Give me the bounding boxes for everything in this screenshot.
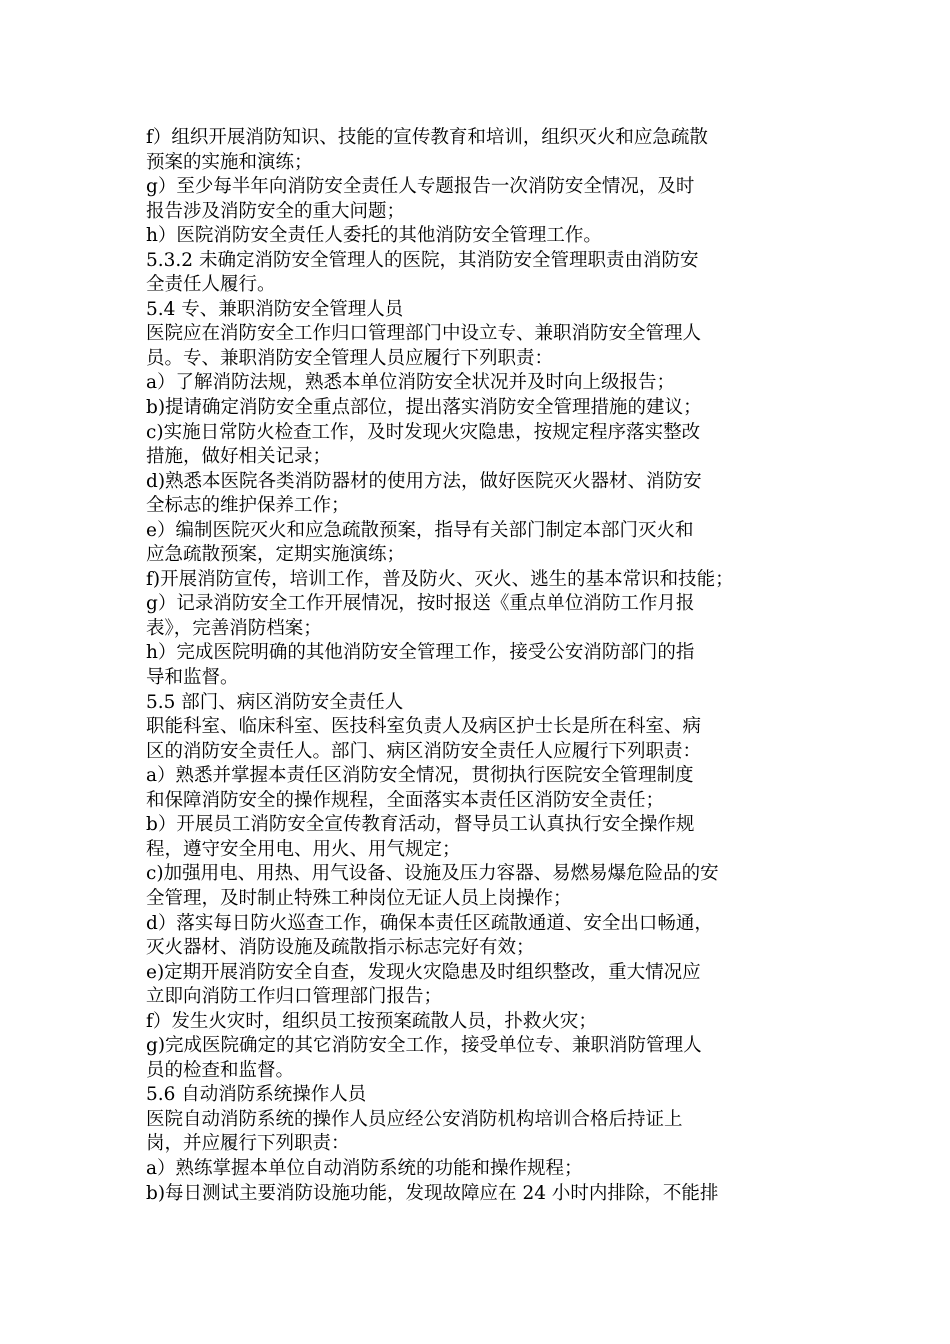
text-line: 灭火器材、消防设施及疏散指示标志完好有效； — [146, 937, 535, 959]
text-line: c)实施日常防火检查工作，及时发现火灾隐患，按规定程序落实整改 — [146, 421, 701, 443]
text-line: d）落实每日防火巡查工作，确保本责任区疏散通道、安全出口畅通， — [146, 912, 713, 934]
text-line: h）完成医院明确的其他消防安全管理工作，接受公安消防部门的指 — [146, 642, 695, 664]
section-heading: 5.5 部门、病区消防安全责任人 — [146, 691, 404, 713]
text-line: 医院自动消防系统的操作人员应经公安消防机构培训合格后持证上 — [146, 1108, 683, 1130]
text-line: 报告涉及消防安全的重大问题； — [146, 200, 406, 222]
text-line: f）发生火灾时，组织员工按预案疏散人员，扑救火灾； — [146, 1010, 597, 1032]
text-line: 表》，完善消防档案； — [146, 617, 322, 639]
text-line: b)提请确定消防安全重点部位，提出落实消防安全管理措施的建议； — [146, 397, 702, 419]
text-line: 立即向消防工作归口管理部门报告； — [146, 986, 443, 1008]
text-line: f)开展消防宣传，培训工作，普及防火、灭火、逃生的基本常识和技能； — [146, 568, 734, 590]
section-heading: 5.6 自动消防系统操作人员 — [146, 1084, 367, 1106]
text-line: 5.3.2 未确定消防安全管理人的医院，其消防安全管理职责由消防安 — [146, 249, 699, 271]
text-line: 全管理，及时制止特殊工种岗位无证人员上岗操作； — [146, 887, 572, 909]
text-line: 应急疏散预案，定期实施演练； — [146, 544, 406, 566]
text-line: 全标志的维护保养工作； — [146, 495, 350, 517]
text-line: h）医院消防安全责任人委托的其他消防安全管理工作。 — [146, 225, 602, 247]
text-line: 和保障消防安全的操作规程，全面落实本责任区消防安全责任； — [146, 789, 665, 811]
text-line: 职能科室、临床科室、医技科室负责人及病区护士长是所在科室、病 — [146, 716, 702, 738]
text-line: d)熟悉本医院各类消防器材的使用方法，做好医院灭火器材、消防安 — [146, 470, 702, 492]
text-line: f）组织开展消防知识、技能的宣传教育和培训，组织灭火和应急疏散 — [146, 127, 708, 148]
section-heading: 5.4 专、兼职消防安全管理人员 — [146, 298, 404, 320]
text-line: a）熟悉并掌握本责任区消防安全情况，贯彻执行医院安全管理制度 — [146, 765, 694, 787]
text-line: e）编制医院灭火和应急疏散预案，指导有关部门制定本部门灭火和 — [146, 519, 694, 541]
text-line: 措施，做好相关记录； — [146, 446, 332, 468]
text-line: 医院应在消防安全工作归口管理部门中设立专、兼职消防安全管理人 — [146, 323, 702, 345]
text-line: g）至少每半年向消防安全责任人专题报告一次消防安全情况，及时 — [146, 176, 695, 198]
text-line: 员的检查和监督。 — [146, 1059, 295, 1081]
text-line: g）记录消防安全工作开展情况，按时报送《重点单位消防工作月报 — [146, 593, 695, 615]
text-line: 导和监督。 — [146, 667, 239, 689]
text-line: c)加强用电、用热、用气设备、设施及压力容器、易燃易爆危险品的安 — [146, 863, 719, 885]
text-line: 岗，并应履行下列职责： — [146, 1133, 350, 1155]
text-line: 员。专、兼职消防安全管理人员应履行下列职责： — [146, 347, 554, 369]
text-line: 全责任人履行。 — [146, 274, 276, 296]
text-line: 预案的实施和演练； — [146, 151, 313, 173]
text-line: g)完成医院确定的其它消防安全工作，接受单位专、兼职消防管理人 — [146, 1035, 702, 1057]
text-line: 区的消防安全责任人。部门、病区消防安全责任人应履行下列职责： — [146, 740, 702, 762]
text-line: b）开展员工消防安全宣传教育活动，督导员工认真执行安全操作规 — [146, 814, 695, 836]
document-body — [146, 126, 806, 1206]
text-line: a）熟练掌握本单位自动消防系统的功能和操作规程； — [146, 1157, 583, 1179]
text-line: e)定期开展消防安全自查，发现火灾隐患及时组织整改，重大情况应 — [146, 961, 701, 983]
text-line: b)每日测试主要消防设施功能，发现故障应在 24 小时内排除，不能排 — [146, 1182, 719, 1204]
text-line: 程，遵守安全用电、用火、用气规定； — [146, 838, 461, 860]
text-line: a）了解消防法规，熟悉本单位消防安全状况并及时向上级报告； — [146, 372, 676, 394]
